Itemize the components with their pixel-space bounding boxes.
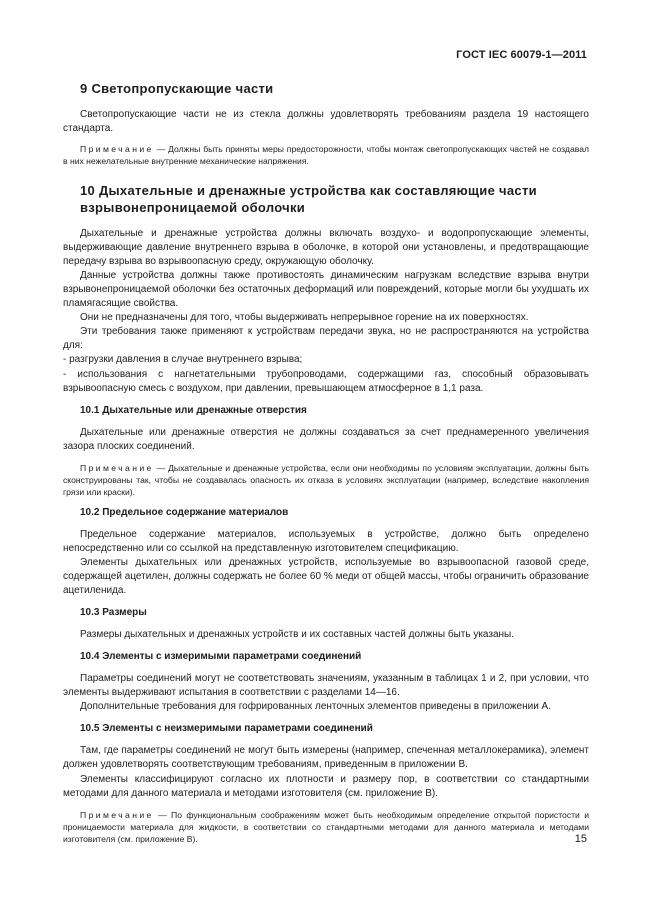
section-10-paragraph-3: Они не предназначены для того, чтобы выдерживать непрерывное горение на их поверхностях. [80,312,529,324]
page-content [63,80,589,845]
section-9-note [63,143,589,167]
section-10-2-paragraph-1: Предельное содержание материалов, используемых в устройстве, должно быть определено непосредственно или со ссылкой на представленную изготовителем спецификацию. [63,528,589,554]
note-text: — По функциональным соображениям может быть необходимым определение открытой пористости и проницаемости материала для жидкости, в соответствии со стандартными методами для данного материала и методами изготовителя (см. приложение В). [63,809,589,845]
note-label: Примечание [80,462,154,473]
section-10-title-line2: взрывонепроницаемой оболочки [80,199,306,215]
section-10-5-title: 10.5 Элементы с неизмеримыми параметрами соединений [80,723,373,735]
section-10-2-title: 10.2 Предельное содержание материалов [80,506,289,518]
note-text: — Дыхательные и дренажные устройства, если они необходимы по условиям эксплуатации, должны быть сконструированы так, чтобы не создавалась опасность их отказа в условиях эксплуатации (например, вследствие накопления грязи или краски). [63,462,589,498]
section-10-paragraph-4: Эти требования также применяют к устройствам передачи звука, но не распространяются на устройства для: [63,326,589,352]
section-10-5-note [63,809,589,846]
section-10-4-title: 10.4 Элементы с измеримыми параметрами соединений [80,651,362,663]
note-label: Примечание [80,144,154,155]
section-10-5-paragraph-2: Элементы классифицируют согласно их плотности и размеру пор, в соответствии со стандартными методами для данного материала и методами изготовителя (см. приложение В). [63,773,589,799]
section-9-paragraph: Светопропускающие части не из стекла должны удовлетворять требованиям раздела 19 настоящего стандарта. [63,109,589,135]
note-label: Примечание [80,809,154,820]
section-9-title: 9 Светопропускающие части [80,81,274,96]
section-10-title [63,182,589,216]
section-10-1-paragraph: Дыхательные или дренажные отверстия не должны создаваться за счет преднамеренного увеличения зазора плоских соединений. [63,426,589,452]
section-10-list-item-2: - использования с нагнетательными трубопроводами, содержащими газ, способный образовывать взрывоопасную смесь с воздухом, при давлении, превышающем атмосферное в 1,1 раза. [63,368,589,394]
section-10-paragraph-1: Дыхательные и дренажные устройства должны включать воздухо- и водопропускающие элементы, выдерживающие давление внутреннего взрыва в оболочке, в которой они установлены, и предотвращающие передачу взрыва во взрывоопасную среду, окружающую оболочку. [63,227,589,267]
section-10-3-title: 10.3 Размеры [80,606,147,618]
section-10-list-item-1: - разгрузки давления в случае внутреннего взрыва; [63,354,303,366]
note-text: — Должны быть приняты меры предосторожности, чтобы монтаж светопропускающих частей не создавал в них нежелательные внутренние механические напряжения. [63,144,589,167]
section-10-title-line1: 10 Дыхательные и дренажные устройства как составляющие части [80,182,537,198]
page-number: 15 [574,833,587,845]
standard-header: ГОСТ IEC 60079-1—2011 [456,49,587,61]
section-10-1-note [63,462,589,499]
section-10-1-title: 10.1 Дыхательные или дренажные отверстия [80,404,307,416]
section-10-paragraph-2: Данные устройства должны также противостоять динамическим нагрузкам вследствие взрыва внутри взрывонепроницаемой оболочки без остаточных деформаций или повреждений, которые могли бы ухудшать их пламягасящие свойства. [63,269,589,310]
section-10-5-paragraph-1: Там, где параметры соединений не могут быть измерены (например, спеченная металлокерамика), элемент должен удовлетворять соответствующим требованиям, приведенным в приложении В. [63,745,589,771]
section-10-3-paragraph: Размеры дыхательных и дренажных устройств и их составных частей должны быть указаны. [80,628,514,640]
section-10-4-paragraph-1: Параметры соединений могут не соответствовать значениям, указанным в таблицах 1 и 2, при условии, что элементы выдерживают испытания в соответствии с разделами 14—16. [63,673,589,699]
section-10-4-paragraph-2: Дополнительные требования для гофрированных ленточных элементов приведены в приложении А. [80,701,552,713]
section-10-2-paragraph-2: Элементы дыхательных или дренажных устройств, используемые во взрывоопасной газовой среде, содержащей ацетилен, должны содержать не более 60 % меди от общей массы, чтобы ограничить образование ацетиленида. [63,556,589,596]
